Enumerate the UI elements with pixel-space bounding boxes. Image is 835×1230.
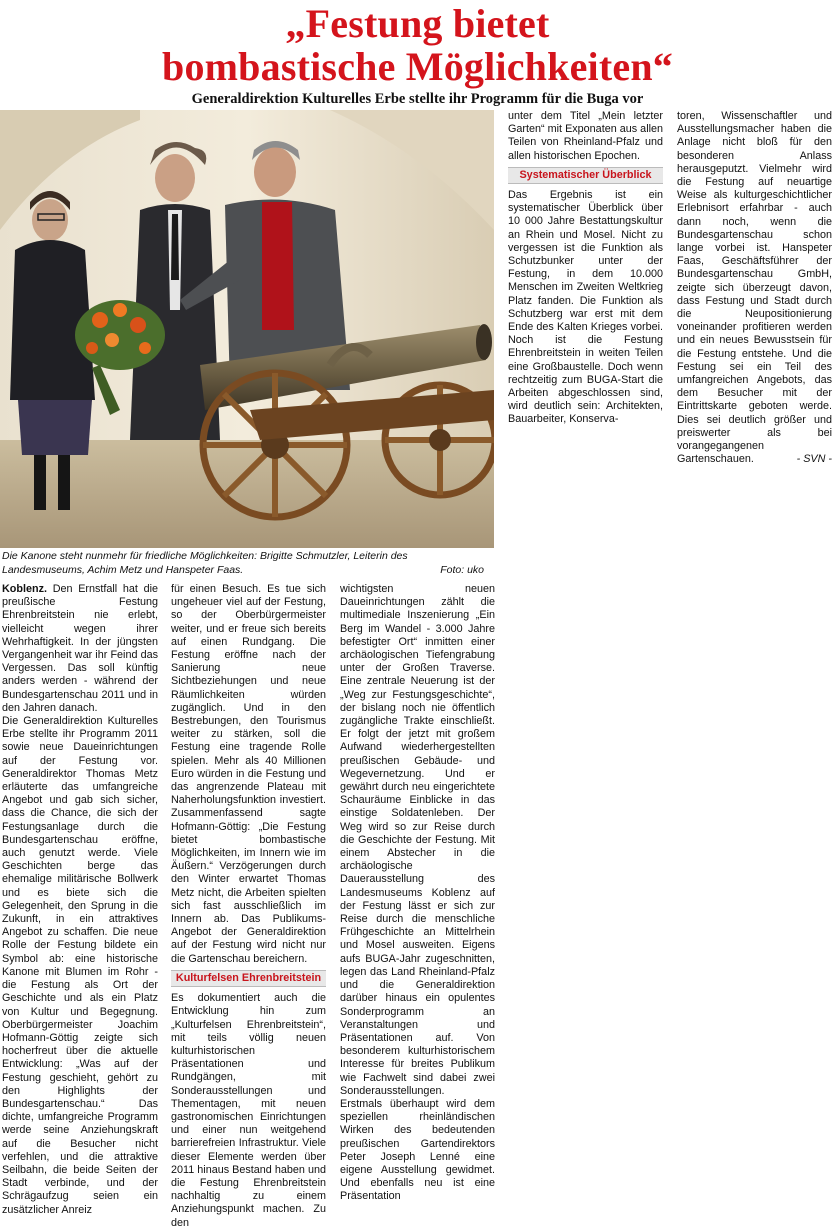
dateline: Koblenz.: [2, 583, 47, 595]
col4-paragraph-1: unter dem Titel „Mein letzter Garten“ mit Exponaten aus allen Teilen von Rheinland-Pfalz und allen historischen Epochen.: [508, 110, 663, 162]
section-heading-kulturfelsen: Kulturfelsen Ehrenbreitstein: [171, 970, 326, 987]
photo-caption: [2, 550, 492, 577]
article-photo: [0, 110, 494, 548]
article-column-5: [677, 110, 832, 466]
headline-line-2: bombastische Möglichkeiten“: [162, 44, 673, 89]
article-column-3: [340, 583, 495, 1204]
subheadline: Generaldirektion Kulturelles Erbe stellte ihr Programm für die Buga vor: [191, 91, 644, 107]
article-column-1: [2, 583, 158, 1217]
photo-credit: Foto: uko: [440, 563, 484, 576]
col5-paragraph-1: toren, Wissenschaftler und Ausstellungsmacher haben die Anlage nicht bloß für den besonderen Anlass herausgeputzt. Vielmehr wird die Festung auf neuartige Weise als kulturgeschichtlicher Erlebnisort erfahrbar - auch dann noch, wenn die Bundesgartenschau schon lange vorbei ist. Hanspeter Faas, Geschäftsführer der Bundesgartenschau GmbH, zeigte sich überzeugt davon, dass Festung und Stadt durch die Neupositionierung voneinander profitieren werden und ein neues Bewusstsein für die Festung entstehe. Und die Festung sei ein Teil des umfangreichen Angebots, das dem Besucher mit der Eintrittskarte geboten werde. Dies sei deutlich größer und preiswerter als bei vorangegangenen Gartenschauen.: [677, 110, 832, 466]
col3-paragraph-1: wichtigsten neuen Daueinrichtungen zählt die multimediale Inszenierung „Ein Berg im Wandel - 3.000 Jahre befestigter Ort“ inmitten einer archäologischen Tiefengrabung unter der Großen Traverse. Eine zentrale Neuerung ist der „Weg zur Festungsgeschichte“, der bislang noch nie öffentlich zugängliche Trakte einschließt. Er folgt der jetzt mit großem Aufwand wiederhergestellten preußischen Gebäude- und Wegevernetzung. Und er gewährt durch neu eingerichtete Schauräume Einblicke in das einstige Soldatenleben. Der Weg wird so zur Reise durch die Geschichte der Festung. Mit einem Abstecher in die archäologische Dauerausstellung des Landesmuseums Koblenz auf der Festung lässt er sich zur Reise durch die menschliche Frühgeschichte an Mittelrhein und Mosel ausweiten. Eigens aufs BUGA-Jahr zugeschnitten, legen das Land Rheinland-Pfalz und die Generaldirektion darüber hinaus ein opulentes Sonderprogramm an Veranstaltungen und Präsentationen auf. Von besonderem kulturhistorischem Interesse für breites Publikum wie Fachwelt sind dabei zwei Sonderausstellungen.: [340, 583, 495, 1097]
caption-text: Die Kanone steht nunmehr für friedliche Möglichkeiten: Brigitte Schmutzler, Leiterin des Landesmuseums, Achim Metz und Hanspeter Faas.: [2, 550, 408, 576]
col1-paragraph-1: Den Ernstfall hat die preußische Festung Ehrenbreitstein nie erlebt, vielleicht wegen ihrer Wehrhaftigkeit. In der jüngsten Vergangenheit war ihr Feind das Vergessen. Das soll künftig anders werden - während der Bundesgartenschau 2011 und in den Jahren danach.: [2, 583, 159, 714]
col1-paragraph-2: Die Generaldirektion Kulturelles Erbe stellte ihr Programm 2011 sowie neue Daueinrichtungen auf der Festung vor. Generaldirektor Thomas Metz erläuterte das umfangreiche Angebot und gab sich sicher, dass die Chance, die sich der Festungsanlage durch die Bundesgartenschau eröffne, auch genutzt werde. Viele Geschichten berge das ehemalige militärische Bollwerk und es biete sich die Gelegenheit, den Sprung in die Zukunft, in ein attraktives Angebot zu schaffen. Die neue Rolle der Festung bildete ein Symbol ab: eine historische Kanone mit Blumen im Rohr - die Festung als Ort der Geschichte und als ein Platz von Kultur und Begegnung. Oberbürgermeister Joachim Hofmann-Göttig zeigte sich hocherfreut über die aktuelle Entwicklung: „Was auf der Festung geschieht, gehört zu den Highlights der Bundesgartenschau.“ Das dichte, umfangreiche Programm werde seine Anziehungskraft auf die Besucher nicht verfehlen, und die attraktive Seilbahn, die beide Seiten der Stadt verbinde, und der Schrägaufzug seien ein zusätzlicher Anreiz: [2, 715, 158, 1216]
col3-paragraph-2: Erstmals überhaupt wird dem speziellen rheinländischen Wirken des bedeutenden preußischen Gartendirektors Peter Joseph Lenné eine eigene Ausstellung gewidmet. Und ebenfalls neu ist eine Präsentation: [340, 1097, 495, 1203]
article-column-2: [171, 583, 326, 1230]
col2-paragraph-1: für einen Besuch. Es tue sich ungeheuer viel auf der Festung, so der Oberbürgermeister weiter, und er freue sich bereits auf einen Rundgang. Die Festung eröffne nach der Sanierung neue Sichtbeziehungen und neue Räumlichkeiten würden zugänglich. Und in den Bestrebungen, den Tourismus weiter zu stärken, soll die Festung eine tragende Rolle spielen. Mehr als 40 Millionen Euro würden in die Festung und das angrenzende Plateau mit Naherholungsfunktion investiert. Zusammenfassend sagte Hofmann-Göttig: „Die Festung bietet bombastische Möglichkeiten, im Innern wie im Äußern.“ Verzögerungen durch den Winter erwartet Thomas Metz nicht, die Arbeiten spielten sich fast ausschließlich im Innern ab. Das Publikums-Angebot der Generaldirektion auf der Festung wird nicht nur die Gartenschau bereichern.: [171, 583, 326, 965]
article-column-4: [508, 110, 663, 427]
headline-line-1: „Festung bietet: [285, 1, 550, 46]
section-heading-ueberblick: Systematischer Überblick: [508, 167, 663, 184]
col4-paragraph-2: Das Ergebnis ist ein systematischer Überblick über 10 000 Jahre Bestattungskultur an Rhein und Mosel. Nicht zu vergessen ist die Funktion als Schutzbunker unter der Festung, in dem 10.000 Menschen im Zweiten Weltkrieg Platz fanden. Die Funktion als Schutzberg war erst mit dem Ende des Kalten Krieges vorbei. Noch ist die Festung Ehrenbreitstein in weiten Teilen eine Großbaustelle. Doch wenn rechtzeitig zum BUGA-Start die Arbeiten abgeschlossen sind, wird deutlich sein: Architekten, Bauarbeiter, Konserva-: [508, 189, 663, 426]
author-signature: - SVN -: [796, 453, 832, 466]
headline: [0, 2, 835, 88]
col2-paragraph-2: Es dokumentiert auch die Entwicklung hin zum „Kulturfelsen Ehrenbreitstein“, mit teils völlig neuen kulturhistorischen Präsentationen und Rundgängen, mit Sonderausstellungen und Thementagen, mit neuen gastronomischen Einrichtungen und einer nun weitgehend barrierefreien Infrastruktur. Viele dieser Elemente werden über 2011 hinaus Bestand haben und die Festung Ehrenbreitstein nachhaltig zu einem Anziehungspunkt machen. Zu den: [171, 992, 326, 1229]
